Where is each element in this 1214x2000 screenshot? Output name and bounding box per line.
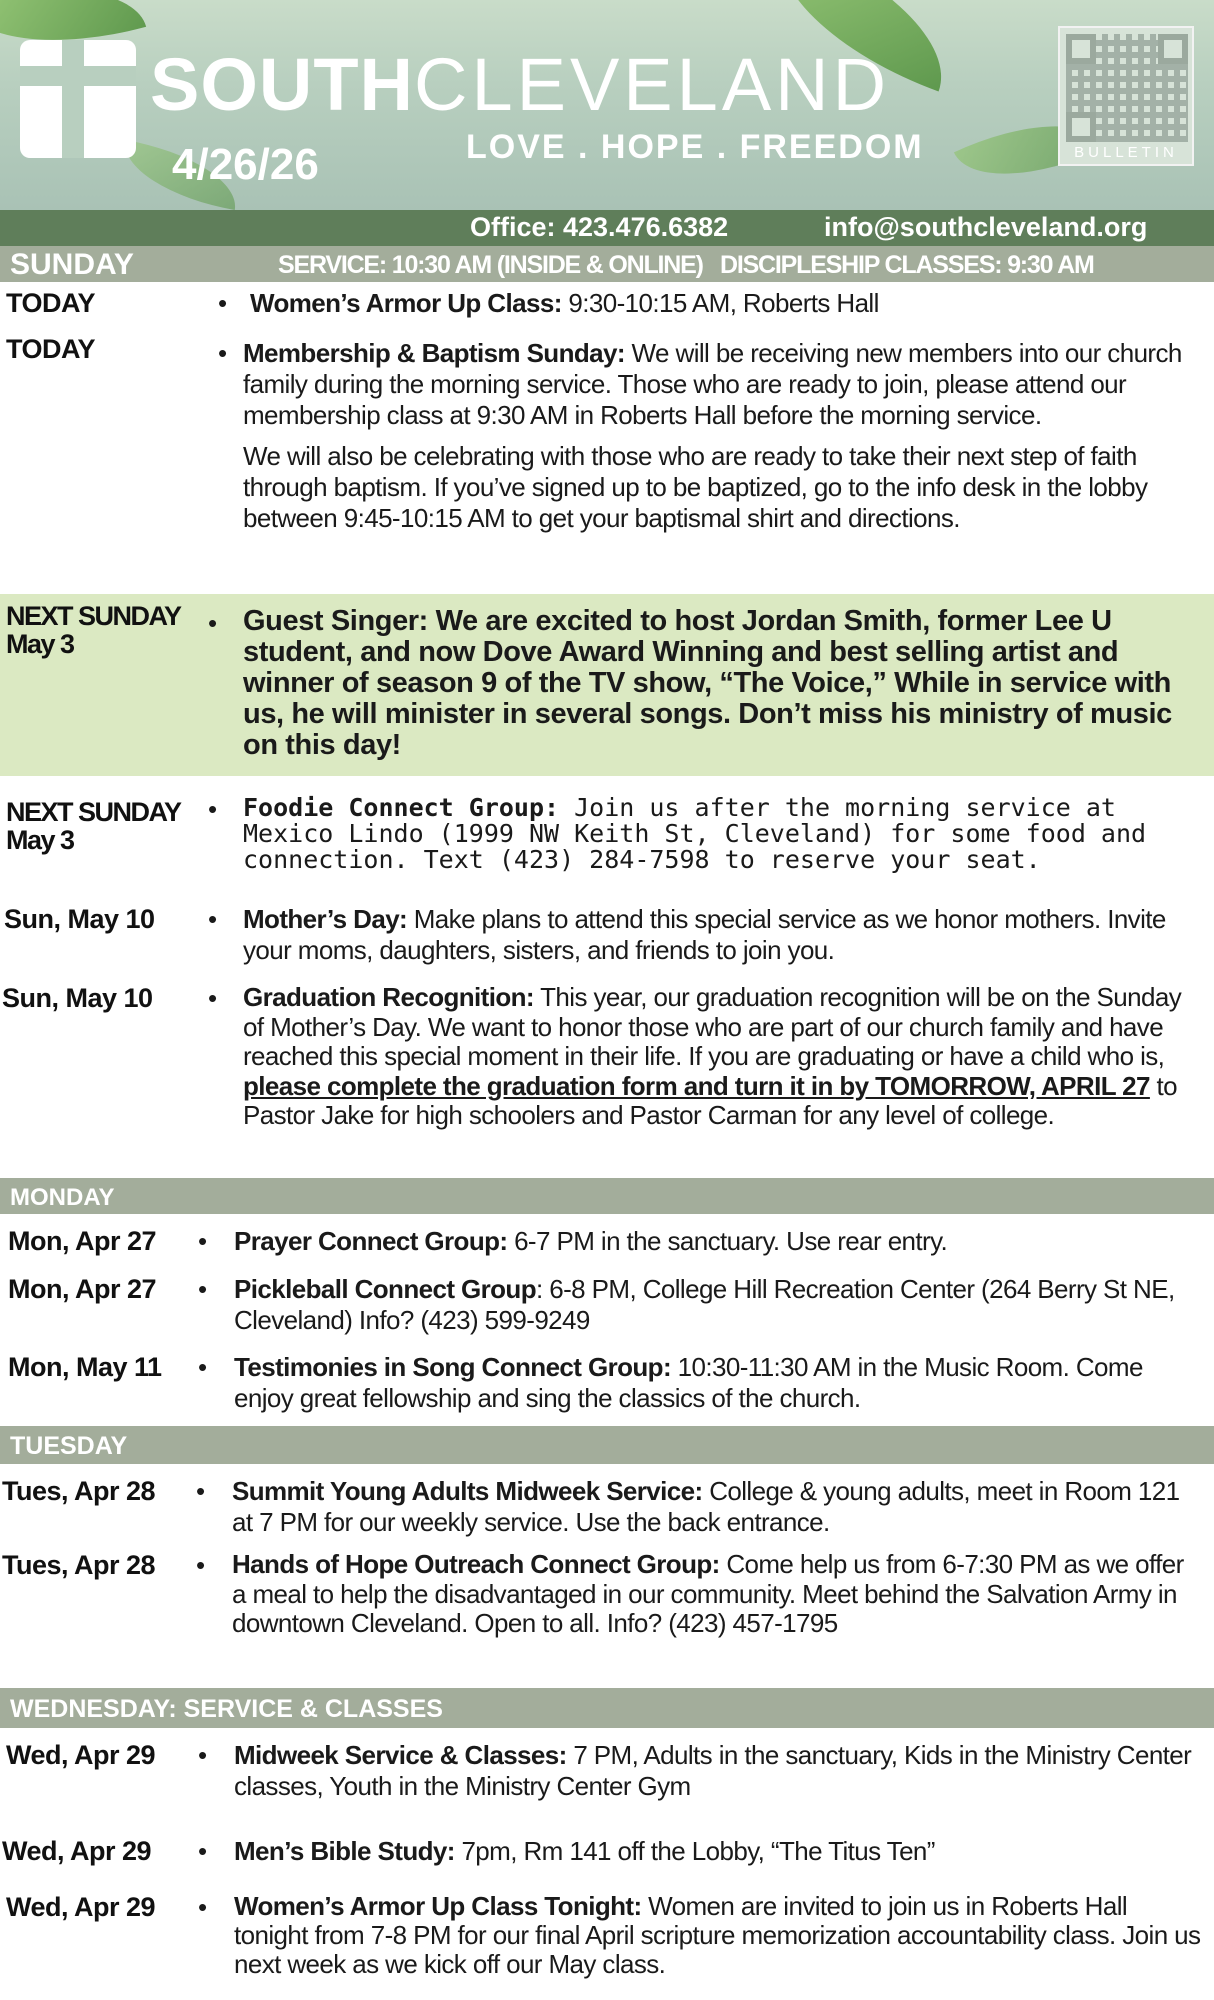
cross-logo-icon xyxy=(20,40,136,158)
item-text: Hands of Hope Outreach Connect Group: Come help us from 6-7:30 PM as we offer a meal to help the disadvantaged in our community. Meet behind the Salvation Army in downtown Cleveland. Open to all. Info? (423) 457-1795 xyxy=(232,1549,1184,1638)
item-title: Mother’s Day: xyxy=(243,904,408,934)
bulletin-header xyxy=(0,0,1214,210)
item-day: Wed, Apr 29 xyxy=(6,1740,156,1770)
item-text: Midweek Service & Classes: 7 PM, Adults in the sanctuary, Kids in the Ministry Center classes, Youth in the Ministry Center Gym xyxy=(234,1740,1192,1801)
list-item: Tues, Apr 28 • Hands of Hope Outreach Connect Group: Come help us from 6-7:30 PM as we offer a meal to help the disadvantaged in our community. Meet behind the Salvation Army in downtown Cleveland. Open to all. Info? (423) 457-1795 xyxy=(0,1550,1214,1680)
item-title: Graduation Recognition: xyxy=(243,982,534,1012)
item-title: Testimonies in Song Connect Group: xyxy=(234,1352,672,1382)
list-item: Sun, May 10 • Mother’s Day: Make plans to attend this special service as we honor mothers. Invite your moms, daughters, sisters, and friends to join you. xyxy=(0,902,1214,972)
item-day: NEXT SUNDAY May 3 xyxy=(6,797,181,855)
section-label: SUNDAY xyxy=(10,248,134,281)
item-day: NEXT SUNDAY May 3 xyxy=(6,601,181,659)
item-day: Mon, May 11 xyxy=(8,1352,162,1382)
qr-label: BULLETIN xyxy=(1074,144,1178,161)
list-item: TODAY • Women’s Armor Up Class: 9:30-10:15 AM, Roberts Hall xyxy=(0,288,1214,328)
item-title: Women’s Armor Up Class Tonight: xyxy=(234,1891,642,1921)
list-item: Mon, May 11 • Testimonies in Song Connect Group: 10:30-11:30 AM in the Music Room. Come enjoy great fellowship and sing the classics of the church. xyxy=(0,1352,1214,1418)
section-tuesday xyxy=(0,1426,1214,1464)
item-text: Pickleball Connect Group: 6-8 PM, College Hill Recreation Center (264 Berry St NE, Cleveland) Info? (423) 599-9249 xyxy=(234,1274,1175,1335)
list-item: Mon, Apr 27 • Prayer Connect Group: 6-7 PM in the sanctuary. Use rear entry. xyxy=(0,1226,1214,1266)
item-day: Tues, Apr 28 xyxy=(2,1550,156,1580)
item-title: Midweek Service & Classes: xyxy=(234,1740,567,1770)
list-item: Tues, Apr 28 • Summit Young Adults Midweek Service: College & young adults, meet in Room 121 at 7 PM for our weekly service. Use the back entrance. xyxy=(0,1476,1214,1542)
list-item: NEXT SUNDAY May 3 • Foodie Connect Group: Join us after the morning service at Mexico Lindo (1999 NW Keith St, Cleveland) for some food and connection. Text (423) 284-7598 to reserve your seat. xyxy=(0,792,1214,882)
item-text: Women’s Armor Up Class: 9:30-10:15 AM, Roberts Hall xyxy=(250,288,879,318)
item-day: Wed, Apr 29 xyxy=(6,1892,156,1922)
item-day: Mon, Apr 27 xyxy=(8,1274,157,1304)
item-day: TODAY xyxy=(6,288,96,318)
item-title: Pickleball Connect Group xyxy=(234,1274,536,1304)
office-email[interactable]: info@southcleveland.org xyxy=(824,212,1148,242)
list-item: Wed, Apr 29 • Women’s Armor Up Class Tonight: Women are invited to join us in Roberts Hall tonight from 7-8 PM for our final April scripture memorization accountability class. Join us next week as we kick off our May class. xyxy=(6,1891,1201,1979)
item-day: Tues, Apr 28 xyxy=(2,1476,156,1506)
section-label: MONDAY xyxy=(10,1184,115,1211)
list-item: Sun, May 10 • Graduation Recognition: This year, our graduation recognition will be on the Sunday of Mother’s Day. We want to honor those who are part of our church family and have reached this special moment in their life. If you are graduating or have a child who is, please complete the graduation form and turn it in by TOMORROW, APRIL 27 to Pastor Jake for high schoolers and Pastor Carman for any level of college. xyxy=(0,981,1214,1171)
item-text: Graduation Recognition: This year, our graduation recognition will be on the Sunday of Mother’s Day. We want to honor those who are part of our church family and have reached this special moment in their life. If you are graduating or have a child who is, please complete the graduation form and turn it in by TOMORROW, APRIL 27 to Pastor Jake for high schoolers and Pastor Carman for any level of college. xyxy=(243,982,1182,1130)
item-day: Sun, May 10 xyxy=(4,904,155,934)
item-text: Prayer Connect Group: 6-7 PM in the sanctuary. Use rear entry. xyxy=(234,1226,948,1256)
contact-bar xyxy=(0,210,1214,246)
item-text: Membership & Baptism Sunday: We will be receiving new members into our church family during the morning service. Those who are ready to join, please attend our membership class at 9:30 AM in Roberts Hall before the morning service. We will also be celebrating with those who are ready to take their next step of faith through baptism. If you’ve signed up to be baptized, go to the info desk in the lobby between 9:45-10:15 AM to get your baptismal shirt and directions. xyxy=(243,338,1182,533)
item-text: Summit Young Adults Midweek Service: College & young adults, meet in Room 121 at 7 PM for our weekly service. Use the back entrance. xyxy=(232,1476,1180,1537)
item-text: Foodie Connect Group: Join us after the morning service at Mexico Lindo (1999 NW Keith St, Cleveland) for some food and connection. Text (423) 284-7598 to reserve your seat. xyxy=(243,793,1147,874)
qr-code-icon[interactable] xyxy=(1058,26,1194,166)
item-title: Prayer Connect Group: xyxy=(234,1226,508,1256)
service-times: SERVICE: 10:30 AM (INSIDE & ONLINE) DISCIPLESHIP CLASSES: 9:30 AM xyxy=(278,251,1094,279)
list-item: Mon, Apr 27 • Pickleball Connect Group: 6-8 PM, College Hill Recreation Center (264 Berry St NE, Cleveland) Info? (423) 599-9249 xyxy=(0,1274,1214,1340)
item-text: Women’s Armor Up Class Tonight: Women are invited to join us in Roberts Hall tonight from 7-8 PM for our final April scripture memorization accountability class. Join us next week as we kick off our May class. xyxy=(234,1891,1201,1979)
item-title: Summit Young Adults Midweek Service: xyxy=(232,1476,703,1506)
item-title: Membership & Baptism Sunday: xyxy=(243,338,625,368)
list-item: Wed, Apr 29 • Midweek Service & Classes: 7 PM, Adults in the sanctuary, Kids in the Ministry Center classes, Youth in the Ministry Center Gym xyxy=(0,1740,1214,1810)
item-title: Women’s Armor Up Class: xyxy=(250,288,562,318)
list-item-featured: NEXT SUNDAY May 3 • Guest Singer: We are excited to host Jordan Smith, former Lee U student, and now Dove Award Winning and best selling artist and winner of season 9 of the TV show, “The Voice,” While in service with us, he will minister in several songs. Don’t miss his ministry of music on this day! xyxy=(0,594,1214,776)
section-sunday xyxy=(0,246,1214,282)
item-text: Mother’s Day: Make plans to attend this special service as we honor mothers. Invite your moms, daughters, sisters, and friends to join you. xyxy=(243,904,1166,965)
deadline-notice: please complete the graduation form and turn it in by TOMORROW, APRIL 27 xyxy=(243,1070,1150,1101)
church-name-bold: SOUTH xyxy=(150,43,414,126)
church-name-light: CLEVELAND xyxy=(414,43,891,126)
item-day: TODAY xyxy=(6,334,96,364)
item-title: Foodie Connect Group: xyxy=(243,793,560,822)
bulletin-date: 4/26/26 xyxy=(172,140,319,189)
item-day: Wed, Apr 29 xyxy=(2,1836,152,1866)
tagline: LOVE . HOPE . FREEDOM xyxy=(466,128,924,166)
item-title: Men’s Bible Study: xyxy=(234,1836,455,1866)
section-label: WEDNESDAY: SERVICE & CLASSES xyxy=(10,1695,443,1723)
section-label: TUESDAY xyxy=(10,1432,128,1460)
section-monday xyxy=(0,1178,1214,1214)
office-phone: Office: 423.476.6382 xyxy=(470,212,729,242)
list-item: Wed, Apr 29 • Men’s Bible Study: 7pm, Rm 141 off the Lobby, “The Titus Ten” xyxy=(0,1836,1214,1876)
item-text: Testimonies in Song Connect Group: 10:30-11:30 AM in the Music Room. Come enjoy great fellowship and sing the classics of the church. xyxy=(234,1352,1143,1413)
list-item: TODAY • Membership & Baptism Sunday: We will be receiving new members into our church family during the morning service. Those who are ready to join, please attend our membership class at 9:30 AM in Roberts Hall before the morning service. We will also be celebrating with those who are ready to take their next step of faith through baptism. If you’ve signed up to be baptized, go to the info desk in the lobby between 9:45-10:15 AM to get your baptismal shirt and directions. xyxy=(0,334,1214,584)
item-text: Guest Singer: We are excited to host Jordan Smith, former Lee U student, and now Dove Award Winning and best selling artist and winner of season 9 of the TV show, “The Voice,” While in service with us, he will minister in several songs. Don’t miss his ministry of music on this day! xyxy=(243,605,1172,761)
item-title: Hands of Hope Outreach Connect Group: xyxy=(232,1549,720,1579)
item-text: Men’s Bible Study: 7pm, Rm 141 off the Lobby, “The Titus Ten” xyxy=(234,1836,935,1866)
item-day: Sun, May 10 xyxy=(2,983,153,1013)
item-day: Mon, Apr 27 xyxy=(8,1226,157,1256)
section-wednesday xyxy=(0,1688,1214,1728)
church-name xyxy=(150,43,891,126)
